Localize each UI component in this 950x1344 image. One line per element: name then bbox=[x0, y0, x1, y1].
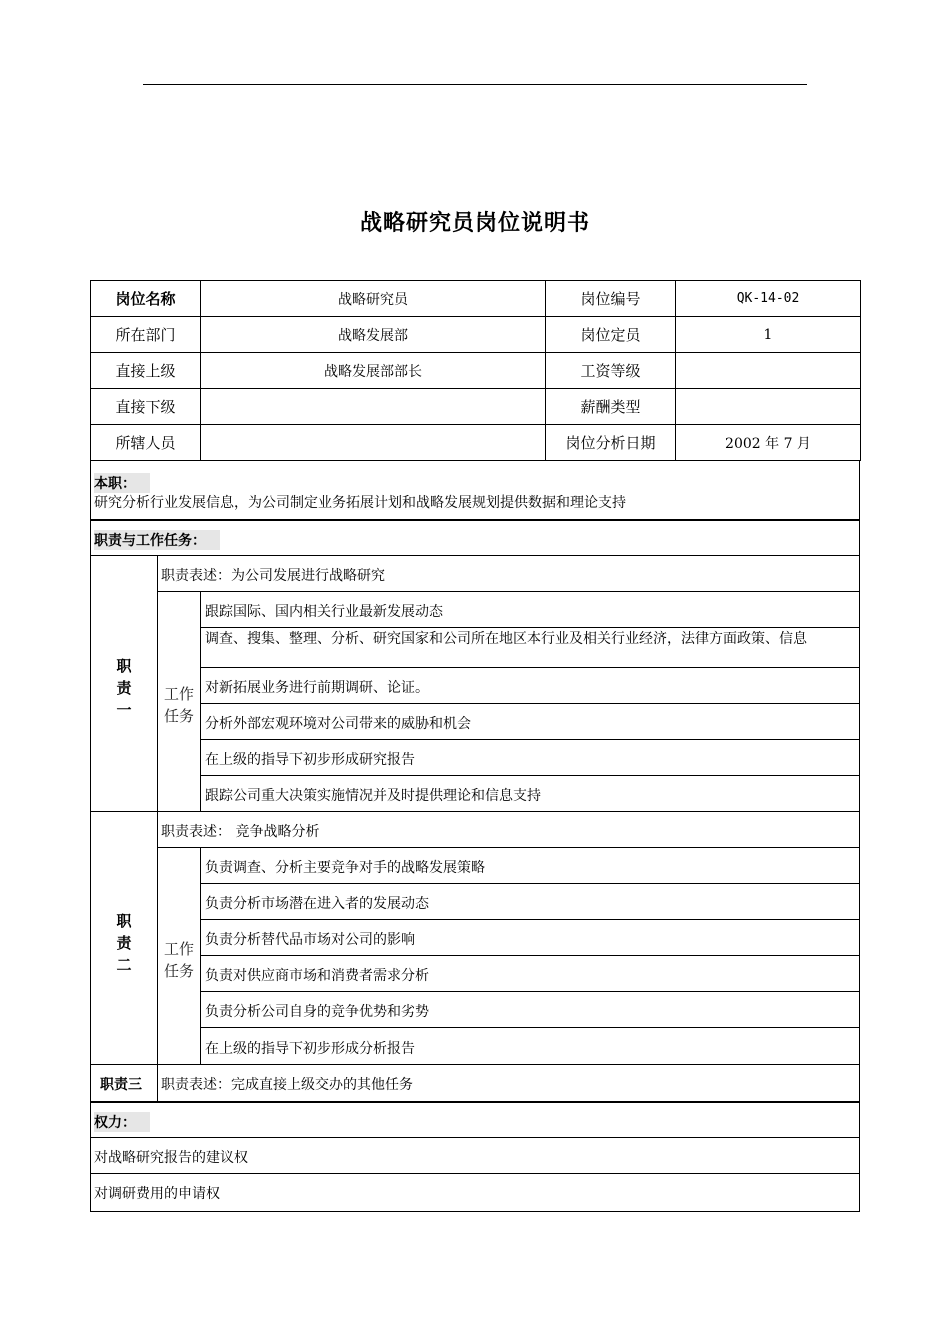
table-row bbox=[91, 425, 861, 461]
staff-label: 所辖人员 bbox=[91, 425, 201, 461]
duties-header: 职责与工作任务： bbox=[94, 530, 220, 550]
divider bbox=[90, 555, 860, 556]
duty2-task-label: 工作任务 bbox=[164, 940, 195, 980]
duty3-statement: 职责表述：完成直接上级交办的其他任务 bbox=[161, 1077, 413, 1093]
table-row bbox=[91, 281, 861, 317]
duty1-task: 在上级的指导下初步形成研究报告 bbox=[205, 752, 415, 768]
position-name-value: 战略研究员 bbox=[201, 281, 546, 317]
divider bbox=[90, 1173, 860, 1174]
table-row bbox=[91, 389, 861, 425]
department-label: 所在部门 bbox=[91, 317, 201, 353]
subordinate-label: 直接下级 bbox=[91, 389, 201, 425]
department-value: 战略发展部 bbox=[201, 317, 546, 353]
table-row bbox=[91, 353, 861, 389]
mission-label: 本职： bbox=[94, 473, 150, 493]
superior-label: 直接上级 bbox=[91, 353, 201, 389]
divider bbox=[200, 883, 860, 884]
divider bbox=[157, 591, 860, 592]
staff-value bbox=[201, 425, 546, 461]
document-title: 战略研究员岗位说明书 bbox=[359, 211, 590, 236]
divider bbox=[90, 519, 860, 521]
pay-type-label: 薪酬类型 bbox=[546, 389, 676, 425]
position-info-table bbox=[90, 280, 861, 461]
duty1-task: 跟踪公司重大决策实施情况并及时提供理论和信息支持 bbox=[205, 788, 541, 804]
analysis-date-label: 岗位分析日期 bbox=[546, 425, 676, 461]
divider bbox=[200, 775, 860, 776]
duty2-task: 负责分析市场潜在进入者的发展动态 bbox=[205, 896, 429, 912]
duty1-task: 对新拓展业务进行前期调研、论证。 bbox=[205, 680, 429, 696]
superior-value: 战略发展部部长 bbox=[201, 353, 546, 389]
duty1-task-label: 工作任务 bbox=[164, 685, 195, 725]
duty2-task: 在上级的指导下初步形成分析报告 bbox=[205, 1041, 415, 1057]
subordinate-value bbox=[201, 389, 546, 425]
divider bbox=[200, 955, 860, 956]
authority-label: 权力： bbox=[94, 1112, 150, 1132]
pay-type-value bbox=[676, 389, 861, 425]
headcount-value: 1 bbox=[676, 317, 861, 353]
divider bbox=[200, 1027, 860, 1028]
duty2-task: 负责分析公司自身的竞争优势和劣势 bbox=[205, 1004, 429, 1020]
divider bbox=[200, 667, 860, 668]
duty2-label: 职责二 bbox=[116, 912, 132, 974]
duty2-task: 负责分析替代品市场对公司的影响 bbox=[205, 932, 415, 948]
divider bbox=[200, 847, 201, 1064]
divider bbox=[200, 703, 860, 704]
divider bbox=[157, 555, 158, 1101]
duty2-task: 负责对供应商市场和消费者需求分析 bbox=[205, 968, 429, 984]
analysis-date-value: 2002 年 7 月 bbox=[676, 425, 861, 461]
table-row bbox=[91, 317, 861, 353]
duty1-task: 分析外部宏观环境对公司带来的威胁和机会 bbox=[205, 716, 471, 732]
divider bbox=[200, 739, 860, 740]
divider bbox=[90, 1101, 860, 1103]
duty2-task: 负责调查、分析主要竞争对手的战略发展策略 bbox=[205, 860, 485, 876]
divider bbox=[200, 919, 860, 920]
duty1-statement: 职责表述：为公司发展进行战略研究 bbox=[161, 568, 385, 584]
divider bbox=[157, 847, 860, 848]
divider bbox=[200, 991, 860, 992]
position-code-label: 岗位编号 bbox=[546, 281, 676, 317]
divider bbox=[200, 591, 201, 811]
salary-grade-value bbox=[676, 353, 861, 389]
duty1-task: 调查、搜集、整理、分析、研究国家和公司所在地区本行业及相关行业经济，法律方面政策、信息 bbox=[205, 631, 807, 647]
headcount-label: 岗位定员 bbox=[546, 317, 676, 353]
divider bbox=[90, 1137, 860, 1138]
authority-item: 对调研费用的申请权 bbox=[94, 1186, 220, 1202]
authority-item: 对战略研究报告的建议权 bbox=[94, 1150, 248, 1166]
duty1-label: 职责一 bbox=[116, 657, 132, 719]
position-name-label: 岗位名称 bbox=[91, 281, 201, 317]
header-rule bbox=[143, 84, 807, 85]
duty3-label: 职责三 bbox=[100, 1077, 142, 1093]
mission-text: 研究分析行业发展信息，为公司制定业务拓展计划和战略发展规划提供数据和理论支持 bbox=[94, 495, 626, 511]
salary-grade-label: 工资等级 bbox=[546, 353, 676, 389]
divider bbox=[90, 1064, 860, 1065]
duty2-statement: 职责表述： 竞争战略分析 bbox=[161, 824, 320, 840]
duty1-task: 跟踪国际、国内相关行业最新发展动态 bbox=[205, 604, 443, 620]
divider bbox=[200, 627, 860, 628]
divider bbox=[90, 811, 860, 812]
position-code-value: QK-14-02 bbox=[676, 281, 861, 317]
